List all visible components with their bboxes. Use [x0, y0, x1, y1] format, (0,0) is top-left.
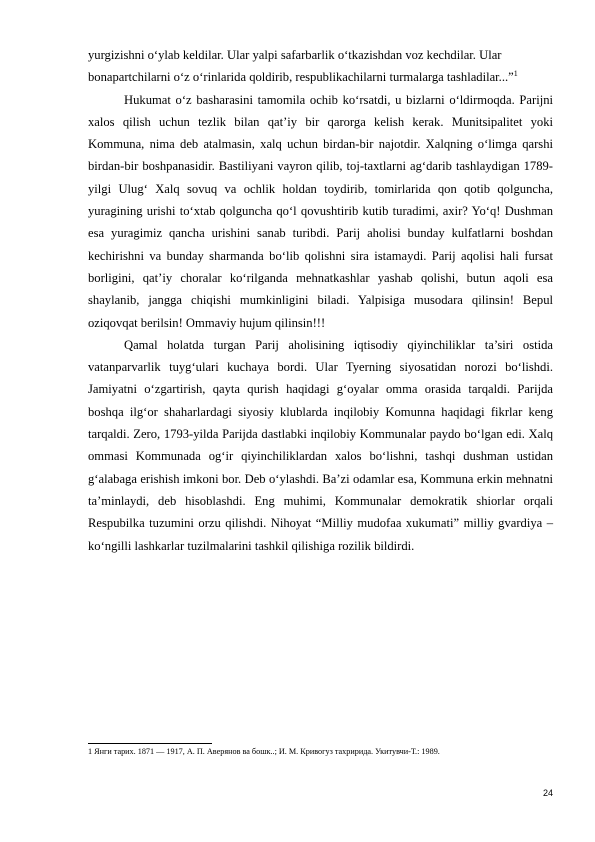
footnote: 1 Янги тарих. 1871 — 1917, А. П. Аверянов ва бошк..; И. М. Кривогуз тахририда. Укитувчи-Т.: 1989. [88, 747, 440, 756]
paragraph-siege: Qamal holatda turgan Parij aholisining iqtisodiy qiyinchiliklar ta’siri ostida vatanparvarlik tuyg‘ulari kuchaya bordi. Ular Tyerning siyosatidan norozi bo‘lishdi. Jamiyatni o‘zgartirish, qayta qurish haqidagi g‘oyalar omma orasida tarqaldi. Parijda boshqa ilg‘or shaharlardagi siyosiy klublarda inqilobiy Komunna haqidagi fikrlar keng tarqaldi. Zero, 1793-yilda Parijda dastlabki inqilobiy Kommunalar paydo bo‘lgan edi. Xalq ommasi Kommunada og‘ir qiyinchiliklardan xalos bo‘lishni, tashqi dushman ustidan g‘alabaga erishish imkoni bor. Deb o‘ylashdi. Ba’zi odamlar esa, Kommuna erkin mehnatni ta’minlaydi, deb hisoblashdi. Eng muhimi, Kommunalar demokratik shiorlar orqali Respubilka tuzumini orzu qilishdi. Nihoyat “Milliy mudofaa xukumati” milliy gvardiya – ko‘ngilli lashkarlar tuzilmalarini tashkil qilishiga rozilik bildirdi. [88, 337, 553, 553]
body-text [88, 44, 553, 557]
footnote-reference: 1 [513, 69, 518, 79]
paragraph-text: yurgizishni o‘ylab keldilar. Ular yalpi safarbarlik o‘tkazishdan voz kechdilar. Ular bonapartchilarni o‘z o‘rinlarida qoldirib, respublikachilarni turmalarga tashladilar...” [88, 48, 514, 85]
footnote-separator [88, 743, 212, 744]
paragraph-continuation [88, 44, 553, 89]
page-number: 24 [542, 788, 553, 798]
paragraph-government: Hukumat o‘z basharasini tamomila ochib ko‘rsatdi, u bizlarni o‘ldirmoqda. Parijni xalos qilish uchun tezlik bilan qat’iy bir qarorga kelish kerak. Munitsipalitet yoki Kommuna, nima deb atalmasin, xalq uchun birdan-bir najotdir. Xalqning o‘limga qarshi birdan-bir boshpanasidir. Bastiliyani vayron qilib, toj-taxtlarni ag‘darib tashlaydigan 1789-yilgi Ulug‘ Xalq sovuq va ochlik holdan toydirib, tomirlarida qon qotib qolguncha, yuragining urishi to‘xtab qolguncha qo‘l qovushtirib kutib turadimi, axir? Yo‘q! Dushman esa yuragimiz qancha urishini sanab turibdi. Parij aholisi bunday kulfatlarni boshdan kechirishni va bunday sharmanda bo‘lib qolishni sira istamaydi. Parij aqolisi hali fursat borligini, qat’iy choralar ko‘rilganda mehnatkashlar yashab qolishi, butun aqoli esa shaylanib, jangga chiqishi mumkinligini biladi. Yalpisiga musodara qilinsin! Bepul oziqovqat berilsin! Ommaviy hujum qilinsin!!! [88, 92, 553, 330]
